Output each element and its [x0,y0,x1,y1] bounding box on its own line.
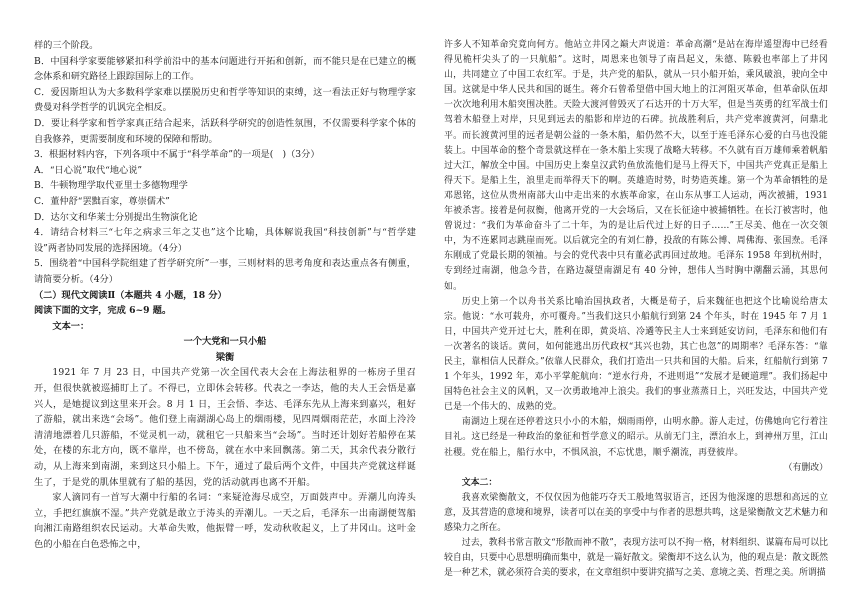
question-3-option-c: C．董仲舒“罢黜百家，尊崇儒术” [34,195,170,207]
article-author: 梁衡 [215,351,235,363]
text2-label: 文本二： [461,477,498,488]
article-paragraph-3: 许多人不知革命究竟向何方。他站立井冈之巅大声说道：革命高潮“是站在海岸遥望海中已经看得见桅杆尖头了的一只航船”。这时，周恩来也领导了南昌起义，朱德、陈毅也率部上了井冈山，共同建立了中国工农红军。于是，共产党的船队，就从一只小船开始，乘风破浪，驶向全中国。这就是中华人民共和国的诞生。蒋介石曾希望借中国大地上的江河阻灭革命，但革命队伍却一次次地利用木船突围决胜。天险大渡河曾毁灭了石达开的十万大军，但是当英勇的红军战士们驾着木船登上对岸，只见到远去的船影和岸边的石碑。抗战胜利后，共产党率渡黄河，问鼎北平。而长渡黄河里的远者是朝公益的一条木船，船仍然不大，以至于连毛泽东心爱的白马也没能装上。中国革命的整个奇景就这样在一条木船上实现了战略大转移。不久就有百万雄师乘着帆船过大江，解放全中国。中国历史上秦皇汉武钓鱼放流他们是马上得天下，中国共产党真正是船上得天下。是船上生，浪里走而举得天下的啊。英雄造时势，时势造英雄。第一个为革命牺牲的是邓恩铭，这位从贵州南部大山中走出来的水族革命家，在山东从事工人运动，两次被捕，1931 年被杀害。接着是何叔衡，他离开党的一大会场后，又在长征途中被捕牺牲。在长汀被害时，他曾说过：“我们为革命奋斗了二十年，为的是让后代过上好的日子……”王尽美、他在一次交领中，为不连累同志跳崖而死。以后就完全的有刘仁静，投敌的有陈公博、周佛海、张国焘。毛泽东刚成了党最长期的领袖。与会的党代表中只有董必武再回过故地。毛泽东 1958 年到杭州时，专到经过南湖，他急今昔，在路边凝望南湖足有 40 分钟，想伟人当时胸中潮翻云涌，其思何如。 [444,40,828,292]
text1-label: 文本一： [52,320,90,332]
article-paragraph-1: 1921 年 7 月 23 日，中国共产党第一次全国代表大会在上海法租界的一栋房子里召开，但很快就被巡捕盯上了。不得已，立即休会转移。代表之一李达，他的夫人王会悟是嘉兴人，是她提议到这里来开会。8 月 1 日，王会悟、李达、毛泽东先从上海来到嘉兴，租好了游船，就出来选“会场”。他们登上南湖湖心岛上的烟雨楼，见四周烟雨茫茫，水面上泠泠清清地漂着几只游船，不觉灵机一动，就租它一只船来当“会场”。当时还计划好若船停在某处，在楼的东北方向，既不靠岸，也不傍岛，就在水中来回飘荡。第二天，其余代表分散行动，从上海来到南湖，来到这只小船上。下午，通过了最后两个文件，中国共产党就这样诞生了，于是党的肌体里就有了船的基因，党的活动就再也离不开船。 [34,367,416,488]
section-heading: （二）现代文阅读Ⅱ（本题共 4 小题，18 分） [34,289,227,301]
article-paragraph-2: 家人滴同有一首写大潮中行船的名词：“来疑沧海尽成空，万面鼓声中。弄潮儿向涛头立，手把红旗旗不湿。”共产党就是敢立于涛头的弄潮儿。一天之后，毛泽东一出南湖便驾船向湘江南路组织农民运动。大革命失败，他振臂一呼，发动秋收起义，上了井冈山。这叶金色的小船在白色恐怖之中， [34,492,416,550]
option-c: C．爱因斯坦认为大多数科学家难以摆脱历史和哲学等知识的束缚，这一看法正好与物理学家费曼对科学哲学的讥讽完全相反。 [34,86,416,114]
question-3-option-b: B．牛顿物理学取代亚里士多德物理学 [34,180,188,192]
article-paragraph-4: 历史上第一个以舟书关系比喻治国执政者，大概是荀子，后来魏征也把这个比喻说给唐太宗。他说：“水可载舟，亦可覆舟。”当我们这只小船航行到第 24 个年头，时在 1945 年 7 月 1 日，中国共产党开过七大，胜利在即，黄炎培、冷遹等民主人士来到延安访问，毛泽东和他们有一次著名的谈话。黄问，如何能逃出历代政权“其兴也勃，其亡也忽”的周期率？毛泽东答：“靠民主，靠相信人民群众。”依靠人民群众，我们打造出一只共和国的大船。后来，红船航行到第 71 个年头，1992 年，邓小平掌舵航向：“逆水行舟，不进则退”“发展才是硬道理”。我们扬起中国特色社会主义的风帆，又一次勇敢地冲上浪尖。我们的事业蒸蒸日上，兴旺发达，中国共产党已是一个伟大的、成熟的党。 [444,296,828,413]
text2-paragraph-2: 过去，教科书常言散文“形散而神不散”，表现方法可以不拘一格，材料组织、谋篇布局可以比较自由，只要中心思想明确而集中，就是一篇好散文。梁衡却不这么认为，他的观点是：散文既然是一种艺术，就必须符合美的要求，在文章组织中要讲究描写之美、意境之美、哲理之美。所谓描 [444,538,828,579]
article-paragraph-5: 南湖边上现在还停着这只小小的木船，烟雨雨停，山明水静。游人走过，仿佛她向它行着注目礼。这已经是一种政治的象征和哲学意义的昭示。从前无门主，漂泊水上，到神州万里，江山社稷。党在船上，船行水中，不惧风浪，不忘忧患，顺乎潮流，再登彼岸。 [444,417,828,458]
question-5: 5．围绕着“中国科学院组建了哲学研究所”一事，三则材料的思考角度和表达重点各有侧重，请简要分析。（4分） [34,258,416,285]
source-note: （有删改） [783,462,828,473]
option-d: D．要让科学家和哲学家真正结合起来，活跃科学研究的创造性氛围，不仅需要科学家个体的自我修养，更需要制度和环境的保障和帮助。 [34,117,416,145]
left-column [34,38,416,553]
option-b: B．中国科学家要能够紧扣科学前沿中的基本问题进行开拓和创新，而不能只是在已建立的概念体系和研究路径上跟踪国际上的工作。 [34,55,416,83]
instruction: 阅读下面的文字，完成 6~9 题。 [34,305,172,317]
question-3: 3．根据材料内容，下列各项中不属于“科学革命”的一项是( )（3分） [34,149,320,161]
text2-paragraph-1: 我喜欢梁衡散文，不仅仅因为他能巧夺天工般地驾驭语言，还因为他深邃的思想和高远的立意，及其营造的意境和境界，读者可以在美的享受中与作者的思想共鸣，这是梁衡散文艺术魅力和感染力之所在。 [444,492,828,533]
question-3-option-d: D．达尔文和华莱士分别提出生物演化论 [34,211,198,223]
article-title: 一个大党和一只小船 [183,336,267,348]
question-4: 4．请结合材料三“七年之病求三年之艾也”这个比喻，具体解说我国“科技创新”与“哲学建设”两者协同发展的选择困境。（4分） [34,227,416,254]
right-column [444,38,828,581]
question-3-option-a: A．“日心说”取代“地心说” [34,164,143,176]
left-line-1: 样的三个阶段。 [34,40,99,51]
